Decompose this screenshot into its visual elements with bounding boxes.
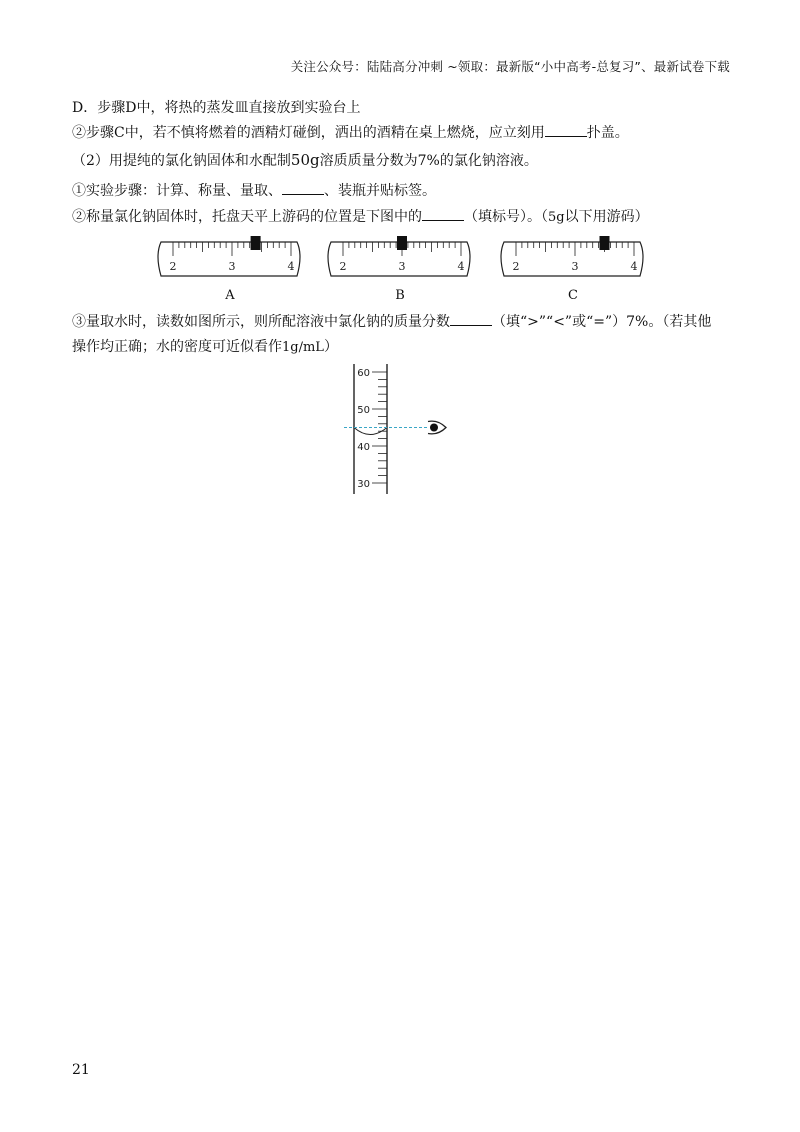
cylinder-tick-label: 40 [357,442,370,453]
question-text: ①实验步骤：计算、称量、量取、 [72,183,282,199]
answer-blank[interactable] [545,122,587,137]
step-2-line [72,206,649,228]
question-text: （填标号）。（ [464,209,548,225]
rider-ruler-svg [325,230,475,288]
ruler-tick-label: 2 [339,260,347,273]
cylinder-tick-label: 30 [357,479,370,490]
question-text: 、装瓶并贴标签。 [324,183,436,199]
question-text: 扑盖。 [586,125,629,141]
ruler-tick-label: 2 [512,260,520,273]
answer-blank[interactable] [450,311,492,326]
question-text: 溶质质量分数为7%的氯化钠溶液。 [319,153,538,169]
step-1-line [72,180,436,201]
question-text: 操作均正确；水的密度可近似看作 [72,339,282,355]
graduated-cylinder [340,360,460,500]
rider-ruler-svg [498,230,648,288]
ruler-label: A [225,288,235,303]
rider-ruler-c [498,230,648,310]
ruler-tick-label: 2 [169,260,177,273]
answer-blank[interactable] [282,180,324,195]
page-number: 21 [72,1062,90,1078]
question-text: ③量取水时，读数如图所示，则所配溶液中氯化钠的质量分数 [72,314,450,330]
mass-value: 50g [290,151,320,169]
question-text: ②称量氯化钠固体时，托盘天平上游码的位置是下图中的 [72,209,422,225]
ruler-label: C [568,288,578,303]
ruler-label: B [395,288,405,303]
rider-marker [397,236,407,250]
question-text: ②步骤C中，若不慎将燃着的酒精灯碰倒，洒出的酒精在桌上燃烧，应立刻用 [72,125,545,141]
rider-marker [600,236,610,250]
mass-value: 5g [548,210,565,225]
ruler-tick-label: 4 [457,260,465,273]
cylinder-svg [340,360,460,500]
page-header: 关注公众号：陆陆高分冲刺 ~领取：最新版“小中高考-总复习”、最新试卷下载 [290,59,730,74]
rider-ruler-a [155,230,305,310]
part-2-intro [72,150,538,171]
rider-marker [251,236,261,250]
density-value: 1g/mL [282,340,324,355]
question-text: （2）用提纯的氯化钠固体和水配制 [72,153,291,169]
question-text: 以下用游码） [564,209,649,225]
question-text: ） [323,339,338,355]
step-3-line-cont [72,337,338,358]
rider-ruler-b [325,230,475,310]
ruler-tick-label: 3 [228,260,236,273]
option-d: D．步骤D中，将热的蒸发皿直接放到实验台上 [72,100,361,116]
step-3-line [72,311,711,332]
question-2-line [72,122,629,143]
ruler-tick-label: 3 [571,260,579,273]
rider-ruler-svg [155,230,305,288]
answer-blank[interactable] [422,206,464,221]
rider-diagrams [150,230,650,310]
ruler-tick-label: 4 [630,260,638,273]
ruler-tick-label: 4 [287,260,295,273]
cylinder-tick-label: 60 [357,368,370,379]
meniscus [354,428,387,435]
eye-icon [428,421,446,434]
question-text: （填“>”“<”或“=”）7%。（若其他 [492,314,712,330]
eye-pupil [430,424,438,432]
ruler-tick-label: 3 [398,260,406,273]
cylinder-tick-label: 50 [357,405,370,416]
